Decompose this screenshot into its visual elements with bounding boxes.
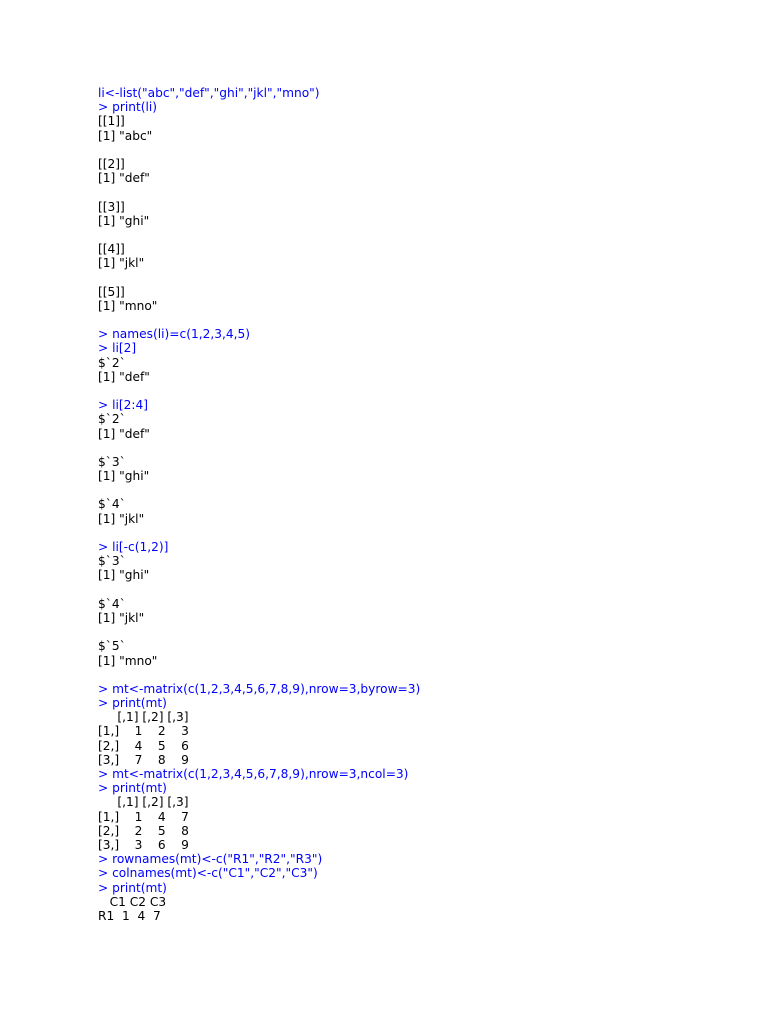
output-line: [1] "def" — [98, 369, 150, 384]
command-line: > print(mt) — [98, 781, 167, 796]
blank-line — [98, 526, 738, 540]
output-line: [3,] 7 8 9 — [98, 752, 189, 767]
blank-line — [98, 625, 738, 639]
command-line: > rownames(mt)<-c("R1","R2","R3") — [98, 852, 323, 867]
output-line: $`3` — [98, 454, 126, 469]
output-line: [[2]] — [98, 156, 125, 171]
command-line: > print(li) — [98, 100, 158, 115]
command-line: > li[2] — [98, 341, 137, 356]
output-line: [[5]] — [98, 284, 125, 299]
command-line: li<-list("abc","def","ghi","jkl","mno") — [98, 86, 320, 100]
output-line: [,1] [,2] [,3] — [98, 710, 189, 725]
output-line: [[1]] — [98, 114, 125, 129]
output-line: [1] "ghi" — [98, 213, 150, 228]
output-line: [[4]] — [98, 242, 125, 257]
output-line: [1,] 1 2 3 — [98, 724, 189, 739]
output-line: [1] "mno" — [98, 653, 158, 668]
output-line: [1] "jkl" — [98, 511, 145, 526]
output-line: [2,] 2 5 8 — [98, 823, 189, 838]
blank-line — [98, 143, 738, 157]
blank-line — [98, 185, 738, 199]
output-line: [1] "jkl" — [98, 256, 145, 271]
output-line: [1] "jkl" — [98, 610, 145, 625]
output-line: [3,] 3 6 9 — [98, 837, 189, 852]
output-line: [1] "def" — [98, 426, 150, 441]
output-line: [1,] 1 4 7 — [98, 809, 189, 824]
blank-line — [98, 313, 738, 327]
command-line: > colnames(mt)<-c("C1","C2","C3") — [98, 866, 318, 881]
output-line: [1] "ghi" — [98, 568, 150, 583]
blank-line — [98, 441, 738, 455]
output-line: $`4` — [98, 596, 126, 611]
output-line: C1 C2 C3 — [98, 894, 167, 909]
command-line: > li[-c(1,2)] — [98, 540, 169, 554]
blank-line — [98, 483, 738, 497]
command-line: > mt<-matrix(c(1,2,3,4,5,6,7,8,9),nrow=3,ncol=3) — [98, 767, 409, 781]
output-line: $`4` — [98, 497, 126, 512]
command-line: > names(li)=c(1,2,3,4,5) — [98, 327, 250, 342]
blank-line — [98, 384, 738, 398]
output-line: [1] "def" — [98, 171, 150, 186]
output-line: [,1] [,2] [,3] — [98, 795, 189, 810]
command-line: > mt<-matrix(c(1,2,3,4,5,6,7,8,9),nrow=3,byrow=3) — [98, 681, 421, 696]
output-line: [1] "mno" — [98, 298, 158, 313]
output-line: [1] "abc" — [98, 128, 153, 143]
blank-line — [98, 583, 738, 597]
command-line: > print(mt) — [98, 696, 167, 711]
blank-line — [98, 270, 738, 284]
blank-line — [98, 228, 738, 242]
command-line: > li[2:4] — [98, 398, 148, 413]
output-line: $`3` — [98, 554, 126, 569]
output-line: [1] "ghi" — [98, 469, 150, 484]
output-line: [2,] 4 5 6 — [98, 738, 189, 753]
r-console-transcript — [98, 86, 738, 923]
blank-line — [98, 668, 738, 682]
output-line: [[3]] — [98, 199, 125, 214]
output-line: R1 1 4 7 — [98, 908, 161, 923]
output-line: $`2` — [98, 412, 126, 427]
output-line: $`2` — [98, 355, 126, 370]
output-line: $`5` — [98, 639, 126, 654]
command-line: > print(mt) — [98, 880, 167, 895]
